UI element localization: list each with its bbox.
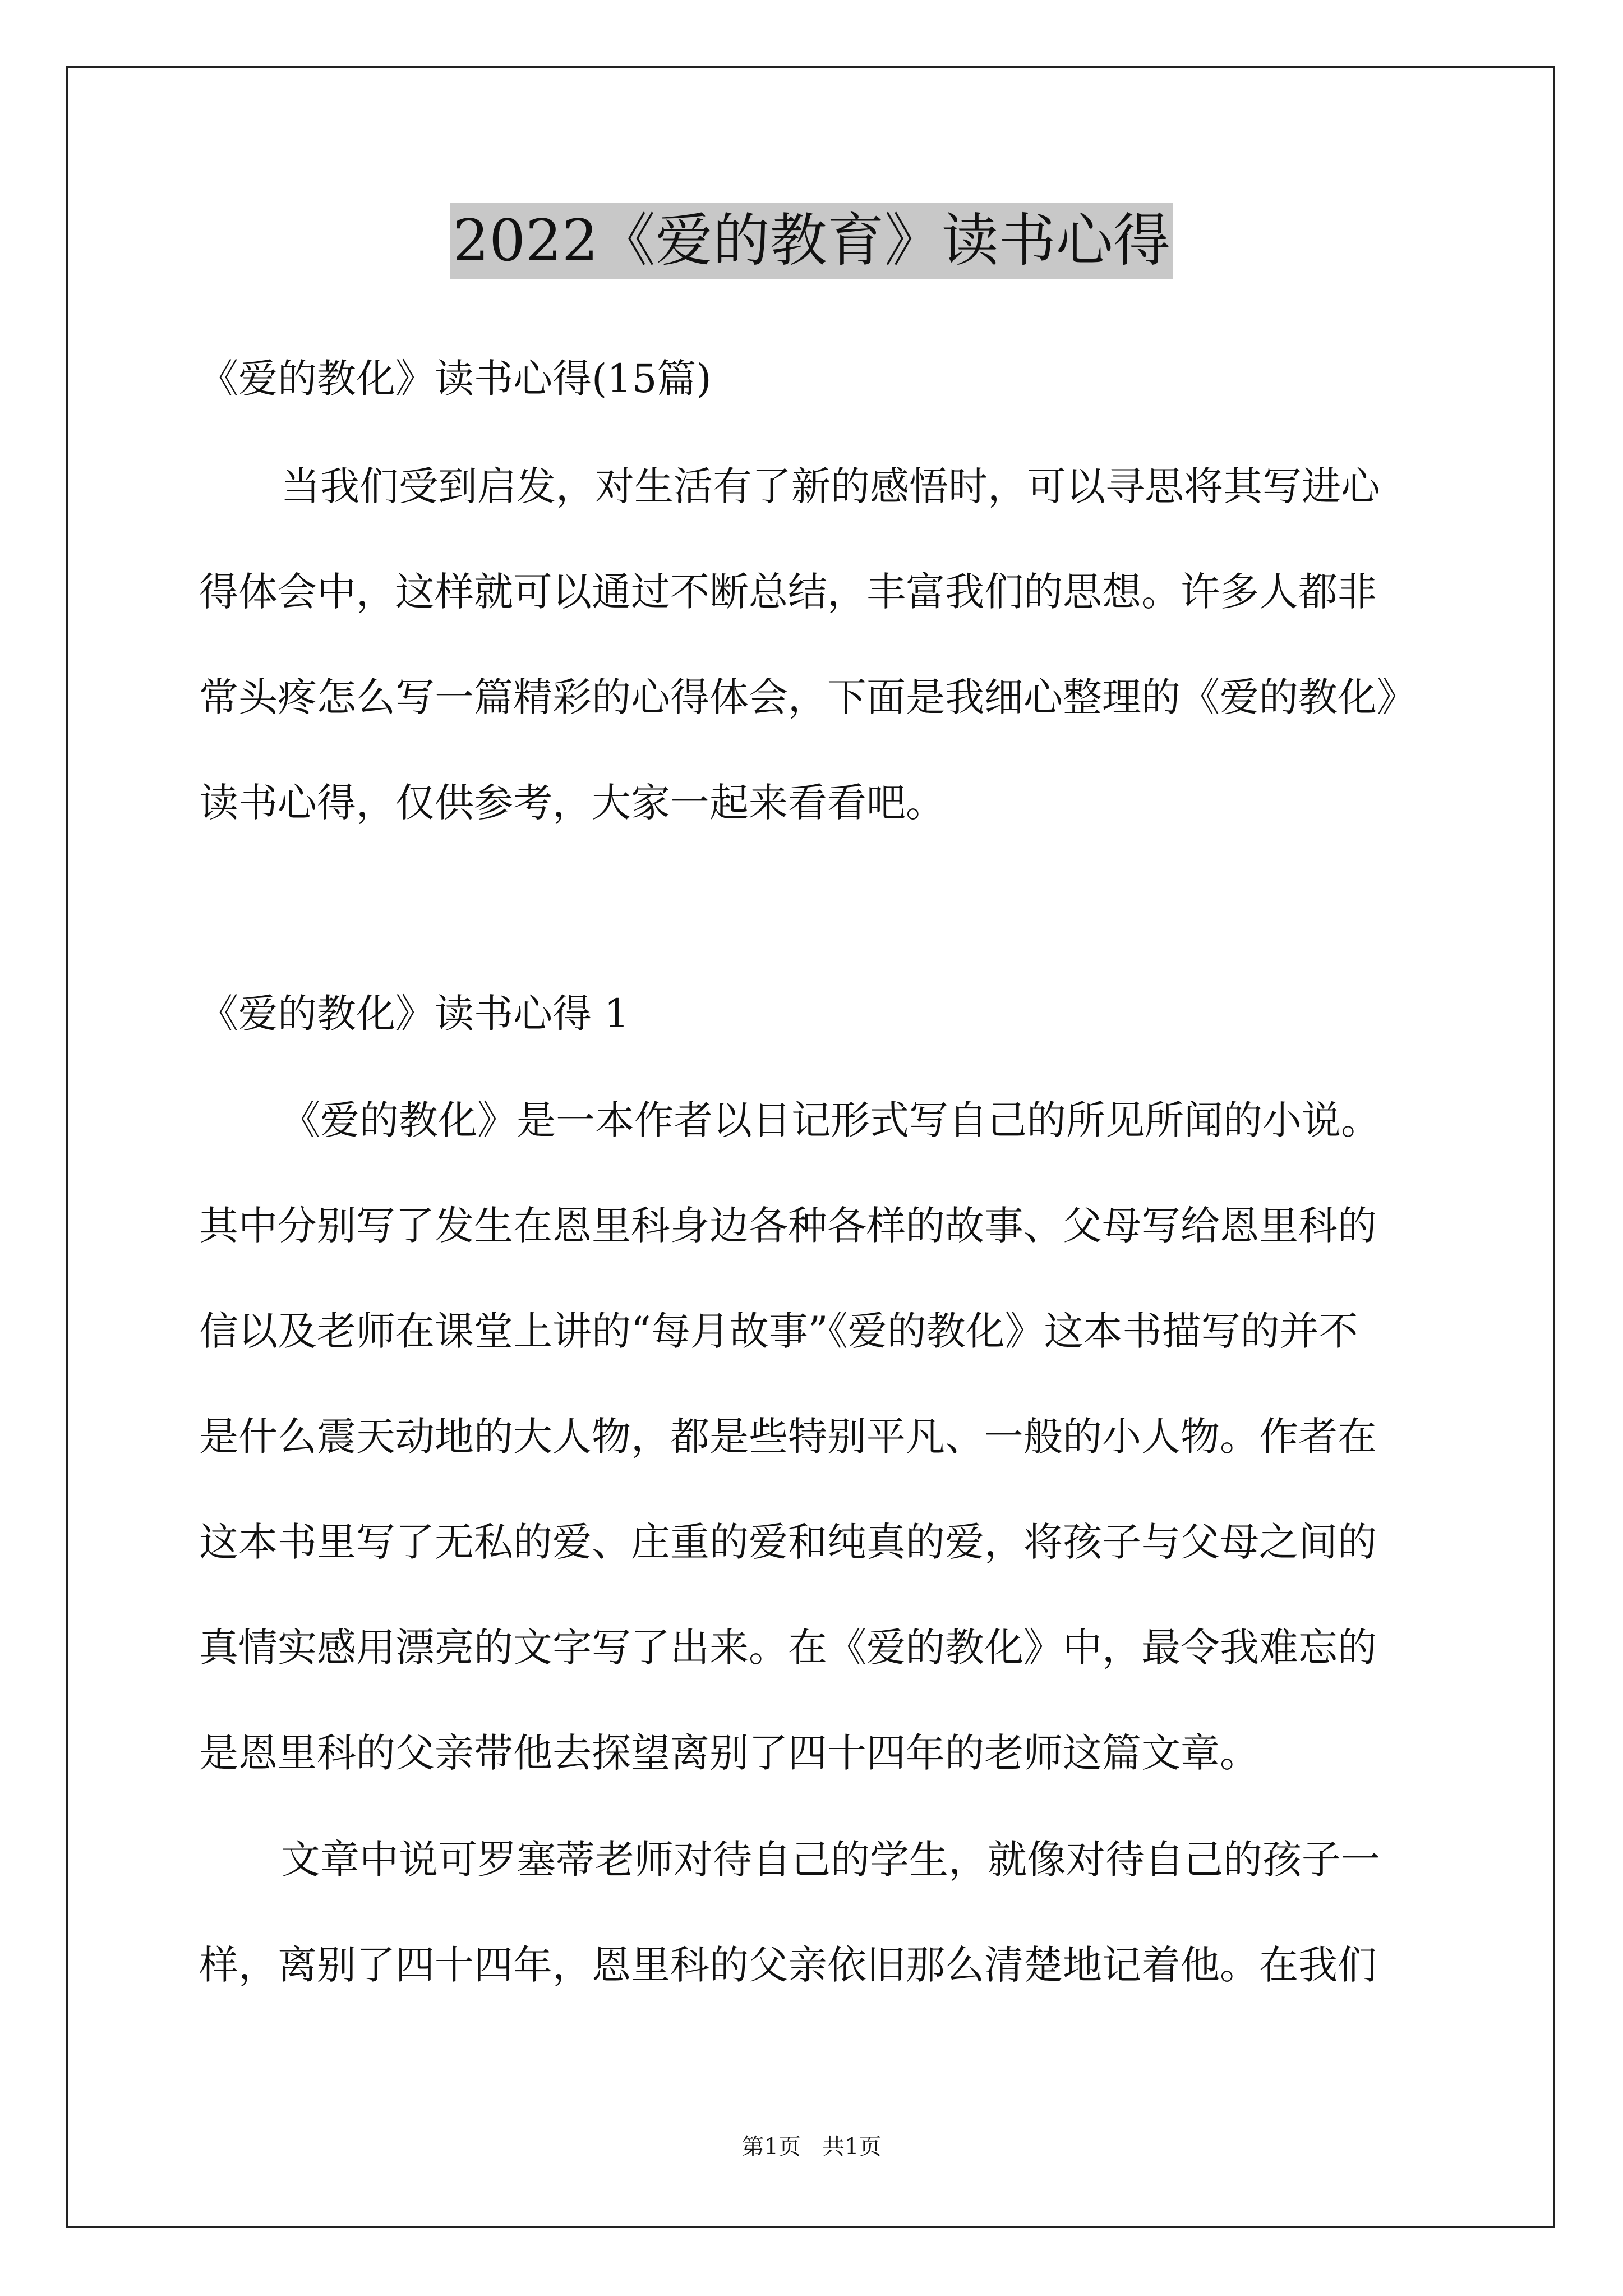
document-subtitle: 《爱的教化》读书心得(15篇) — [199, 356, 712, 402]
title-container — [0, 203, 1623, 279]
page-number: 第1页 共1页 — [741, 2134, 882, 2160]
intro-line: 得体会中，这样就可以通过不断总结，丰富我们的思想。许多人都非 — [199, 569, 1377, 615]
section-heading: 《爱的教化》读书心得 1 — [199, 991, 629, 1037]
document-title: 2022《爱的教育》读书心得 — [450, 203, 1173, 279]
paragraph2-line: 文章中说可罗塞蒂老师对待自己的学生，就像对待自己的孩子一 — [281, 1837, 1380, 1883]
paragraph1-line: 《爱的教化》是一本作者以日记形式写自己的所见所闻的小说。 — [281, 1097, 1380, 1143]
paragraph1-line: 其中分别写了发生在恩里科身边各种各样的故事、父母写给恩里科的 — [199, 1203, 1377, 1249]
paragraph1-line: 是恩里科的父亲带他去探望离别了四十四年的老师这篇文章。 — [199, 1730, 1259, 1776]
intro-line: 常头疼怎么写一篇精彩的心得体会，下面是我细心整理的《爱的教化》 — [199, 674, 1416, 720]
intro-line: 读书心得，仅供参考，大家一起来看看吧。 — [199, 780, 945, 826]
page-footer — [0, 2132, 1623, 2162]
paragraph1-line: 真情实感用漂亮的文字写了出来。在《爱的教化》中，最令我难忘的 — [199, 1625, 1377, 1671]
paragraph1-line: 这本书里写了无私的爱、庄重的爱和纯真的爱，将孩子与父母之间的 — [199, 1519, 1377, 1565]
paragraph1-line: 是什么震天动地的大人物，都是些特别平凡、一般的小人物。作者在 — [199, 1414, 1377, 1460]
paragraph2-line: 样，离别了四十四年，恩里科的父亲依旧那么清楚地记着他。在我们 — [199, 1942, 1377, 1988]
intro-line: 当我们受到启发，对生活有了新的感悟时，可以寻思将其写进心 — [281, 463, 1380, 509]
paragraph1-line: 信以及老师在课堂上讲的“每月故事”《爱的教化》这本书描写的并不 — [199, 1308, 1358, 1354]
